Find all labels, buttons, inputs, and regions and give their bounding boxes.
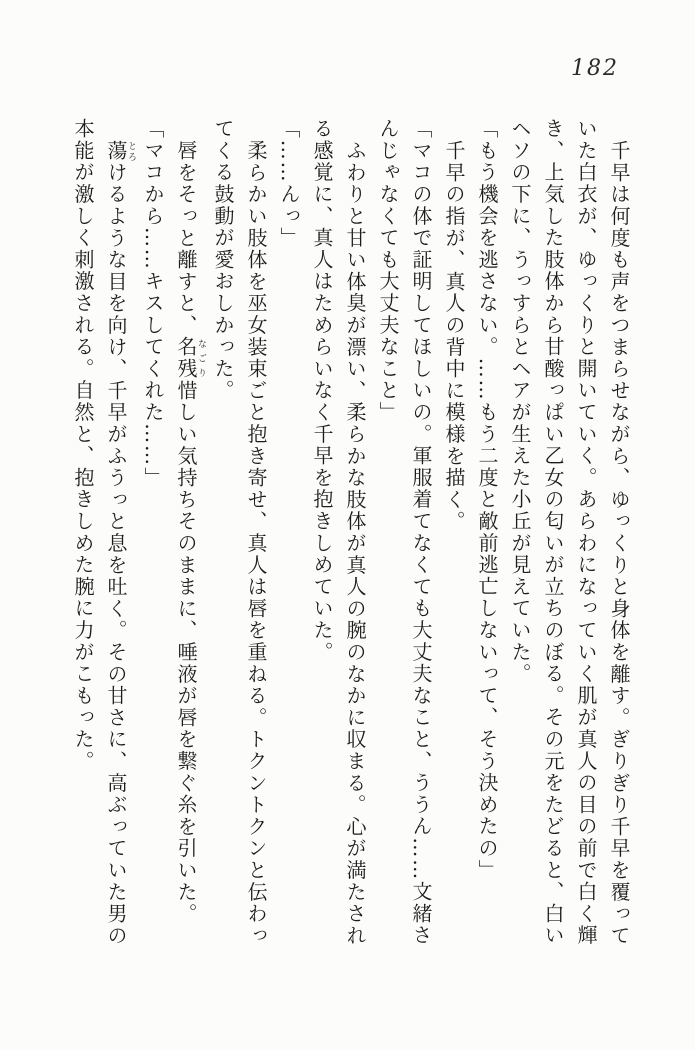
narrative-paragraph: 千早の指が、真人の背中に模様を描く。	[442, 139, 466, 533]
dialogue-paragraph: 「……んっ」	[277, 118, 301, 249]
narrative-paragraph: 蕩とろけるような目を向け、千早がふうっと息を吐く。その甘さに、高ぶっていた男の本能が激しく刺激される。自然と、抱きしめた腕に力がこもった。	[71, 118, 136, 947]
text-block	[66, 118, 635, 951]
dialogue-paragraph: 「マコの体で証明してほしいの。軍服着てなくても大丈夫なこと、ううん……文緒さんじゃなくても大丈夫なこと」	[376, 118, 433, 947]
furigana-word: 名残なごり	[174, 336, 206, 380]
page-number: 182	[571, 56, 619, 81]
dialogue-paragraph: 「もう機会を逃さない。……もう二度と敵前逃亡しないって、そう決めたの」	[475, 118, 499, 881]
narrative-paragraph: 唇をそっと離すと、名残なごり惜しい気持ちそのままに、唾液が唇を繋ぐ糸を引いた。	[174, 139, 206, 925]
furigana-word: 蕩とろ	[104, 139, 136, 162]
narrative-paragraph: 千早は何度も声をつまらせながら、ゆっくりと身体を離す。ぎりぎり千早を覆っていた白衣が、ゆっくりと開いていく。あらわになっていく肌が真人の目の前で白く輝き、上気した肢体から甘酸っぱい乙女の匂いが立ちのぼる。その元をたどると、白いヘソの下に、うっすらとヘアが生えた小丘が見えていた。	[508, 118, 631, 947]
narrative-paragraph: ふわりと甘い体臭が漂い、柔らかな肢体が真人の腕のなかに収まる。心が満たされる感覚に、真人はためらいなく千早を抱きしめていた。	[310, 118, 367, 947]
dialogue-paragraph: 「マコから……キスしてくれた……」	[141, 118, 165, 489]
narrative-paragraph: 柔らかい肢体を巫女装束ごと抱き寄せ、真人は唇を重ねる。トクントクンと伝わってくる鼓動が愛おしかった。	[211, 118, 268, 947]
